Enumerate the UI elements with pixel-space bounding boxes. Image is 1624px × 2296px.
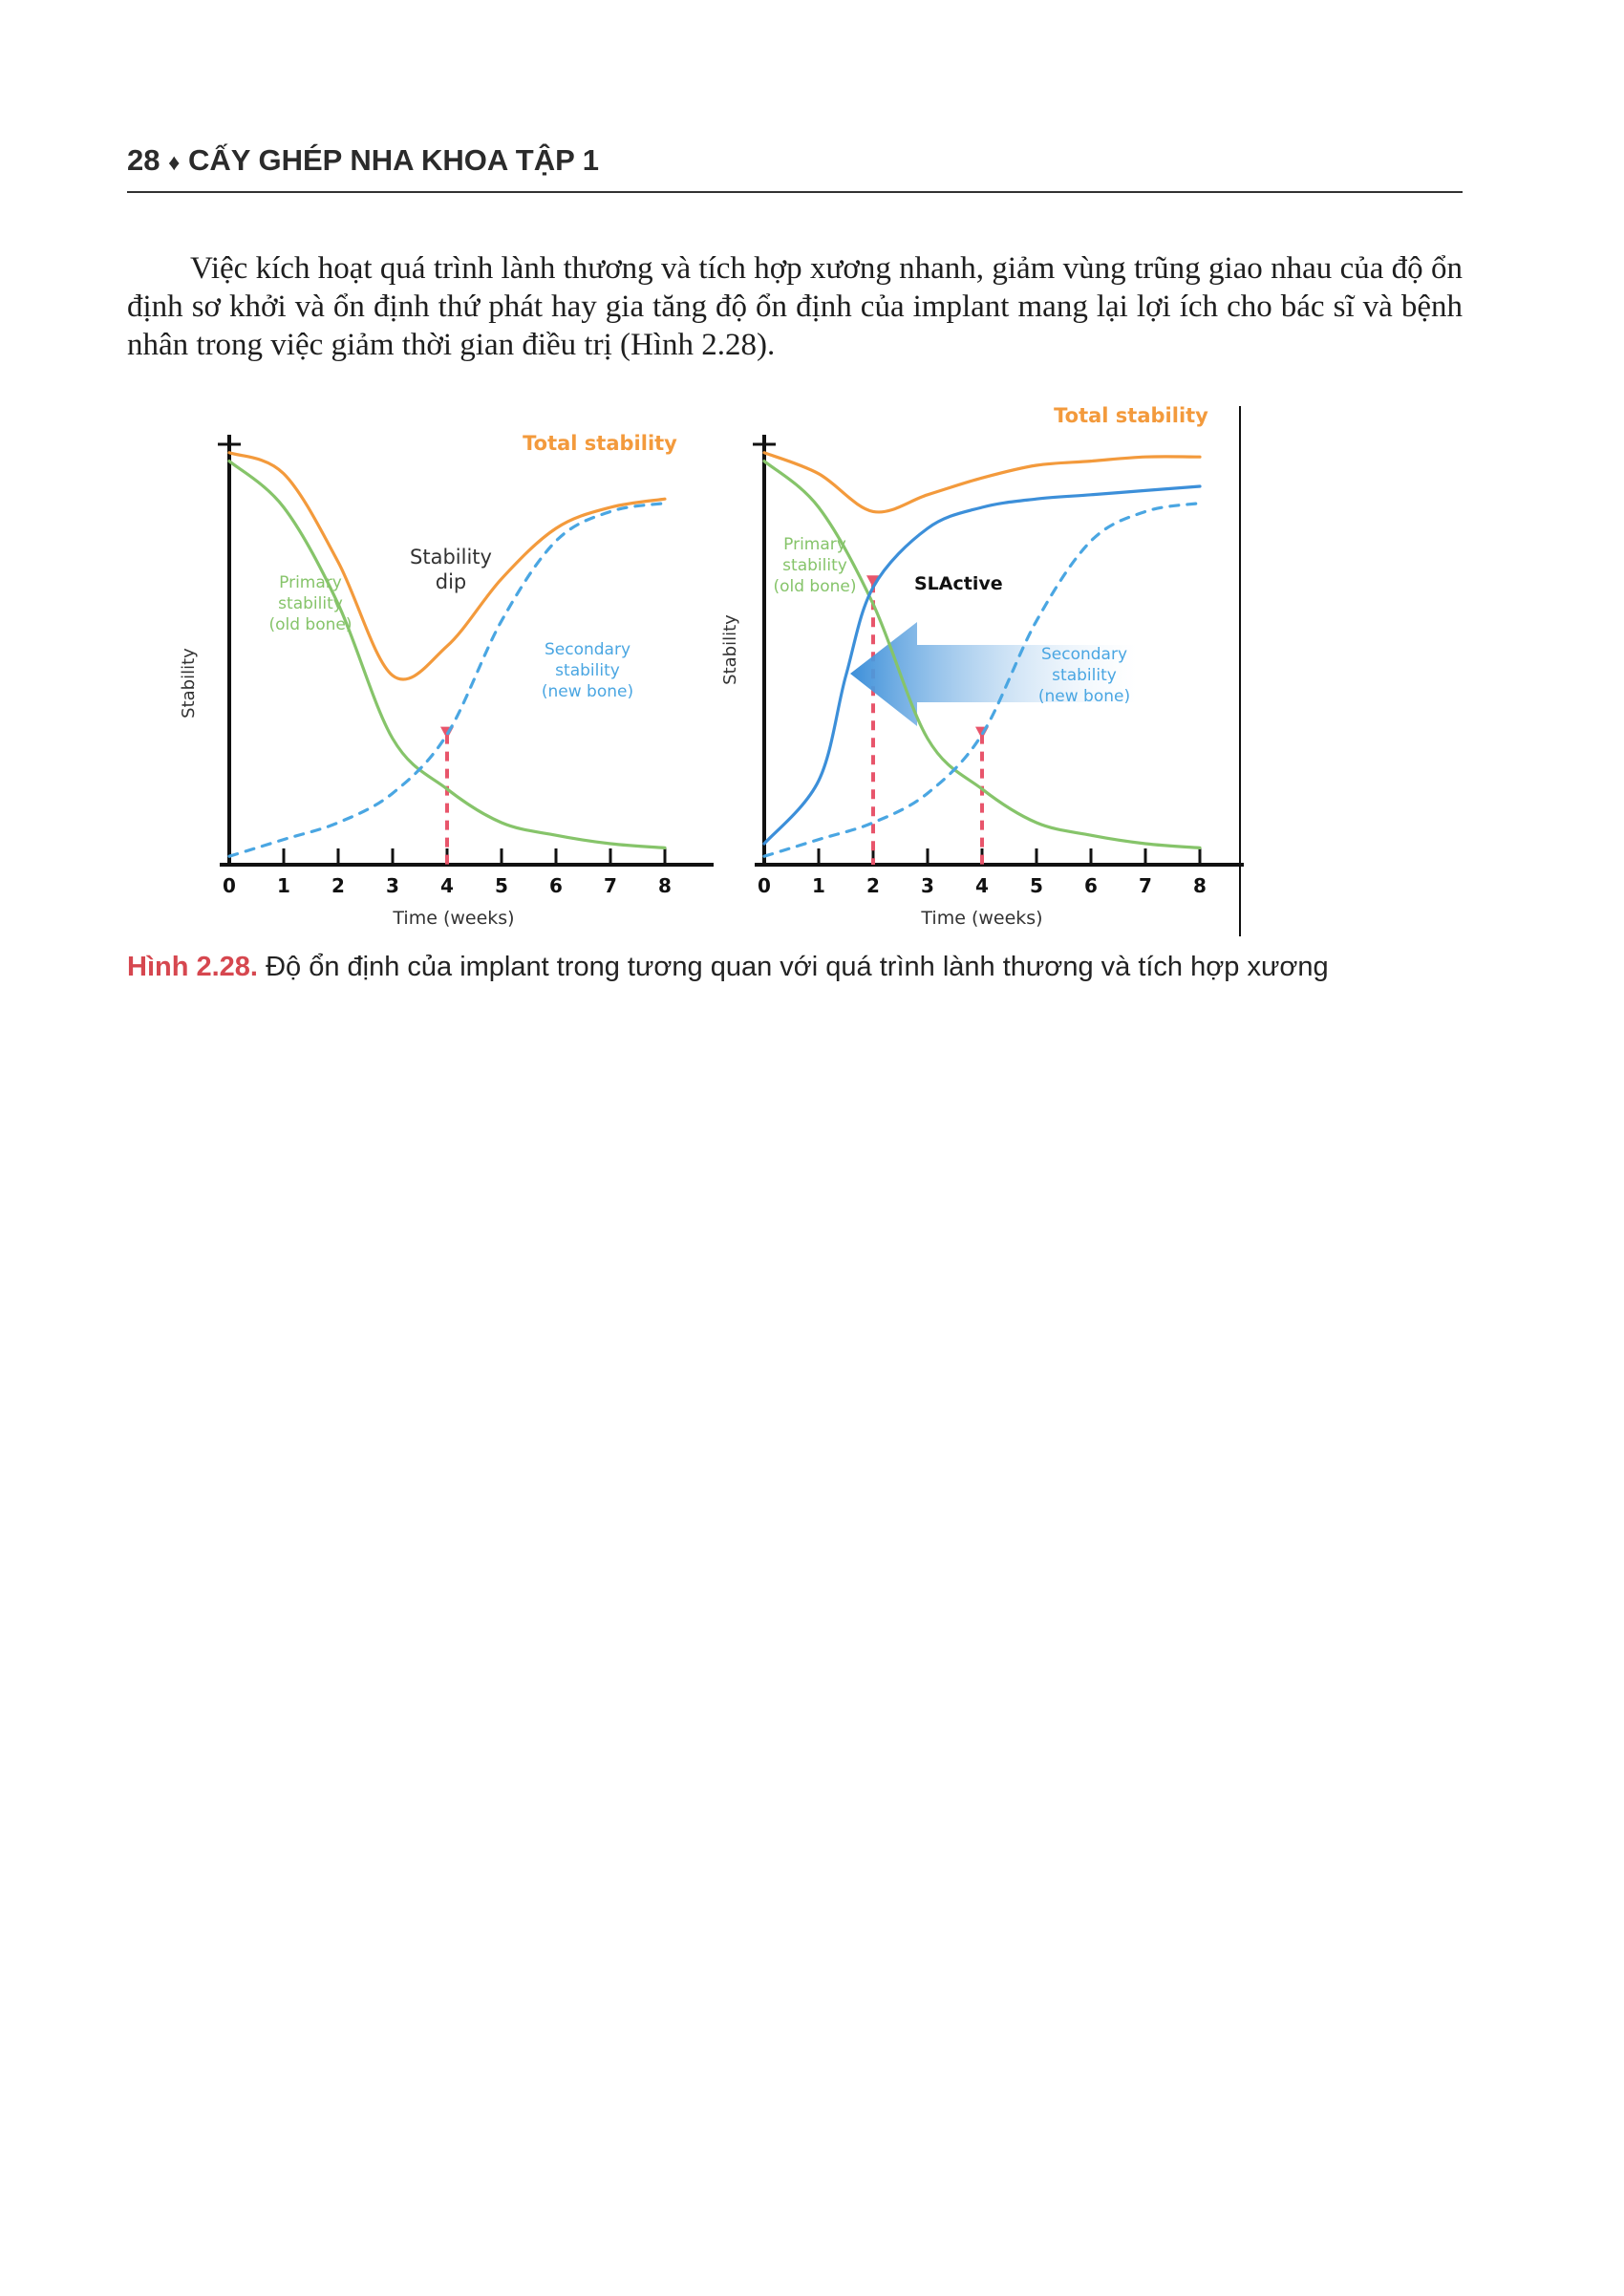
label-secondary-stability: Secondary stability (new bone) [1037, 645, 1131, 706]
figure-caption [127, 952, 1484, 983]
x-tick-label: 7 [604, 874, 617, 897]
x-tick-label: 2 [331, 874, 345, 897]
chart-slactive [720, 404, 1244, 936]
x-tick-label: 8 [658, 874, 672, 897]
label-primary-stability: Primary stability (old bone) [268, 573, 353, 634]
caption-number: Hình 2.28. [127, 952, 258, 982]
x-tick-label: 1 [277, 874, 290, 897]
label-stability-dip: Stability dip [410, 546, 492, 593]
x-tick-label: 0 [223, 874, 236, 897]
x-tick-label: 1 [812, 874, 825, 897]
x-tick-label: 6 [549, 874, 563, 897]
chart-conventional [179, 432, 714, 929]
x-tick-label: 2 [866, 874, 880, 897]
label-slactive: SLActive [914, 573, 1003, 594]
x-tick-label: 8 [1193, 874, 1207, 897]
label-total-stability: Total stability [1054, 404, 1208, 427]
x-axis-label: Time (weeks) [393, 908, 515, 929]
x-tick-label: 3 [386, 874, 399, 897]
y-axis-label: Stability [179, 648, 199, 719]
header-rule [127, 191, 1463, 193]
running-header [127, 143, 1463, 178]
x-tick-label: 3 [921, 874, 934, 897]
x-axis-label: Time (weeks) [921, 908, 1043, 929]
x-tick-label: 4 [975, 874, 989, 897]
x-tick-label: 5 [495, 874, 508, 897]
header-separator-icon: ♦ [168, 150, 181, 176]
caption-text: Độ ổn định của implant trong tương quan với quá trình lành thương và tích hợp xương [266, 952, 1329, 982]
figure-2-28 [162, 397, 1251, 941]
label-secondary-stability: Secondary stability (new bone) [541, 640, 634, 701]
x-tick-label: 0 [758, 874, 771, 897]
week-markers [866, 575, 989, 865]
stability-charts [162, 397, 1251, 941]
x-tick-label: 4 [440, 874, 454, 897]
book-title: CẤY GHÉP NHA KHOA TẬP 1 [187, 143, 600, 177]
week-marker [440, 727, 454, 865]
x-tick-label: 7 [1139, 874, 1152, 897]
x-tick-label: 6 [1084, 874, 1098, 897]
x-tick-label: 5 [1030, 874, 1043, 897]
series-line-total-stability [764, 453, 1200, 512]
y-axis-label: Stability [720, 614, 740, 685]
body-paragraph: Việc kích hoạt quá trình lành thương và tích hợp xương nhanh, giảm vùng trũng giao nhau của độ ổn định sơ khởi và ổn định thứ phát hay gia tăng độ ổn định của implant mang lại lợi ích cho bác sĩ và bệnh nhân trong việc giảm thời gian điều trị (Hình 2.28). [127, 251, 1463, 362]
page-number: 28 [127, 143, 160, 177]
label-primary-stability: Primary stability (old bone) [773, 535, 857, 596]
label-total-stability: Total stability [523, 432, 677, 455]
